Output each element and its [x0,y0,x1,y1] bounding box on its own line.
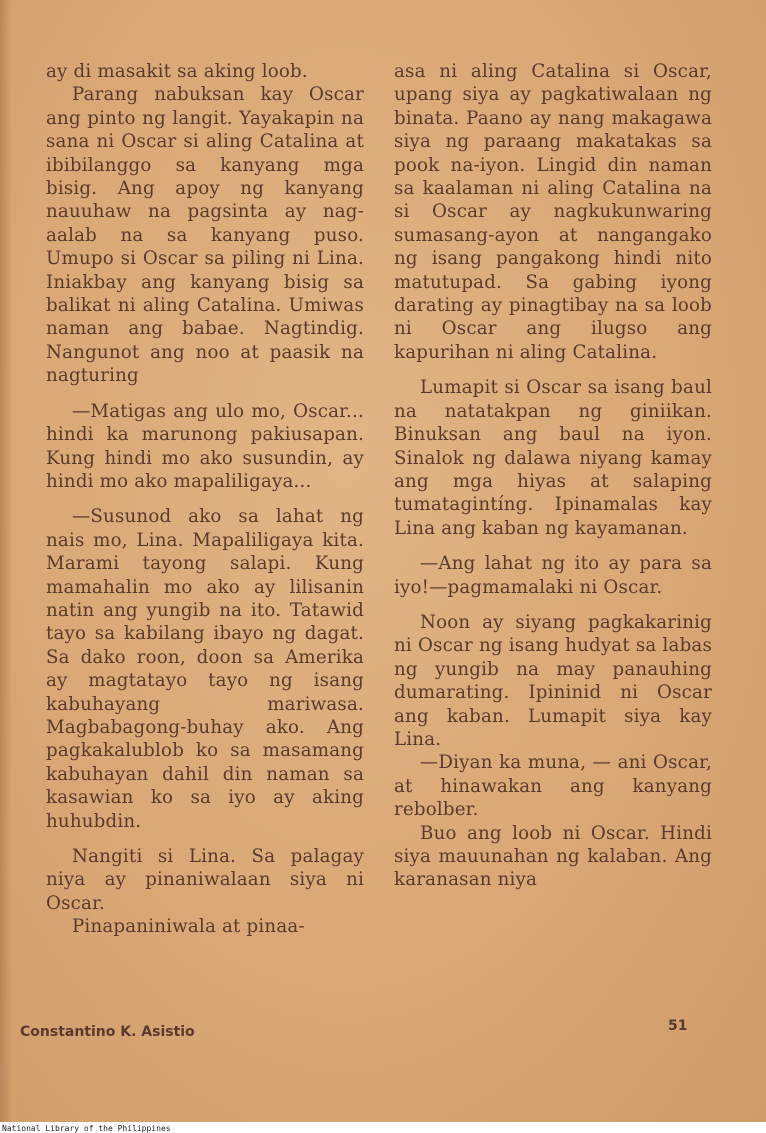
paragraph: Pinapaniniwala at pinaa- [72,916,305,938]
footer-author: Constantino K. Asistio [20,1024,195,1040]
paragraph: Nangiti si Lina. Sa palagay niya ay pinaniwalaan siya ni Oscar. [46,846,364,914]
paragraph: Noon ay siyang pagkakarinig ni Oscar ng isang hudyat sa labas ng yungib na may panauhing dumarating. Ipininid ni Oscar ang kaban. Lumapit siya kay Lina. [394,611,712,750]
page-number: 51 [668,1018,688,1034]
right-column [394,60,712,892]
paragraph: ay di masakit sa aking loob. [46,61,308,82]
paragraph: Lumapit si Oscar sa isang baul na natatakpan ng giniikan. Binuksan ang baul na iyon. Sinalok ng dalawa niyang kamay ang mga hiyas at salaping tumatagintíng. Ipinamalas kay Lina ang kaban ng kayamanan. [394,377,712,539]
dialogue-paragraph: —Susunod ako sa lahat ng nais mo, Lina. Mapaliligaya kita. Marami tayong salapi. Kung mamahalin mo ako ay lilisanin natin ang yungib na ito. Tatawid tayo sa kabilang ibayo ng dagat. Sa dako roon, doon sa Amerika ay magtatayo tayo ng isang kabuhayang mariwasa. Magbabagong-buhay ako. Ang pagkakalublob ko sa masamang kabuhayan dahil din naman sa kasawian ko sa iyo ay aking huhubdin. [46,506,364,832]
left-column [46,60,364,939]
dialogue-paragraph: —Matigas ang ulo mo, Oscar... hindi ka marunong pakiusapan. Kung hindi mo ako susundin, ay hindi mo ako mapaliligaya... [46,400,364,492]
paragraph: asa ni aling Catalina si Oscar, upang siya ay pagkatiwalaan ng binata. Paano ay nang makagawa siya ng paraang makatakas sa pook na-iyon. Lingid din naman sa kaalaman ni aling Catalina na si Oscar ay nagkukunwaring sumasang-ayon at nangangako ng isang pangakong hindi nito matutupad. Sa gabing iyong darating ay pinagtibay na sa loob ni Oscar ang ilugso ang kapurihan ni aling Catalina. [394,61,712,363]
library-credit: National Library of the Philippines [2,1124,171,1133]
paragraph: Parang nabuksan kay Oscar ang pinto ng langit. Yayakapin na sana ni Oscar si aling Catalina at ibibilanggo sa kanyang mga bisig. Ang apoy ng kanyang nauuhaw na pagsinta ay nag-aalab na sa kanyang puso. Umupo si Oscar sa piling ni Lina. Iniakbay ang kanyang bisig sa balikat ni aling Catalina. Umiwas naman ang babae. Nagtindig. Nangunot ang noo at paasik na nagturing [46,84,364,387]
paragraph: Buo ang loob ni Oscar. Hindi siya mauunahan ng kalaban. Ang karanasan niya [394,822,712,891]
dialogue-paragraph: —Ang lahat ng ito ay para sa iyo!—pagmamalaki ni Oscar. [394,553,712,598]
dialogue-paragraph: —Diyan ka muna, — ani Oscar, at hinawakan ang kanyang rebolber. [394,752,712,821]
